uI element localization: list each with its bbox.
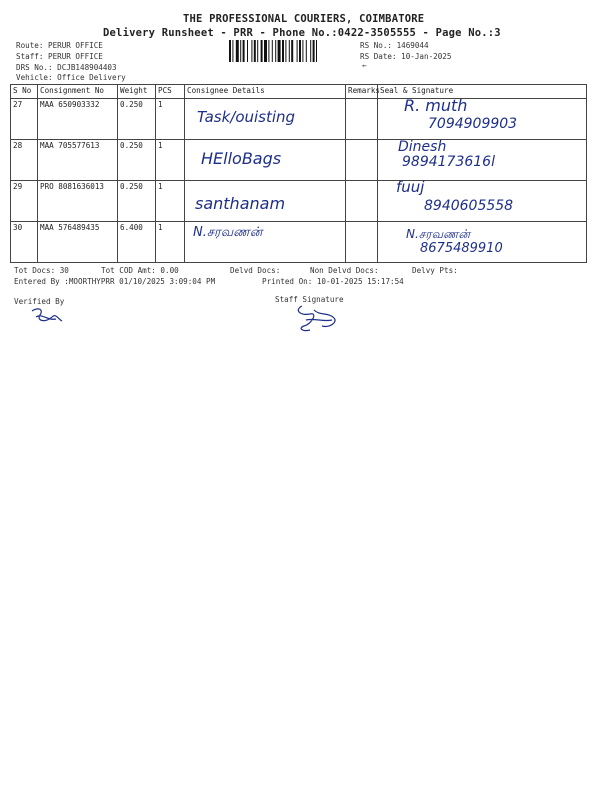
cell-signature xyxy=(378,178,587,222)
signature-phone: 7094909903 xyxy=(428,116,518,132)
signature-name: fuuj xyxy=(396,178,425,196)
cell-weight: 0.250 xyxy=(118,181,156,222)
col-header-remarks: Remarks xyxy=(346,85,378,99)
cell-sno: 27 xyxy=(11,99,38,140)
consignee-handwriting: Task/ouisting xyxy=(197,108,296,126)
cell-consignment: PRO 8081636013 xyxy=(38,181,118,222)
cell-consignee xyxy=(185,222,346,263)
verified-by-label: Verified By xyxy=(14,297,65,306)
consignee-handwriting: HElloBags xyxy=(201,149,282,168)
printed-on: Printed On: 10-01-2025 15:17:54 xyxy=(262,277,404,286)
signature-name: N.சரவணன் xyxy=(406,227,471,241)
table-header-row xyxy=(11,85,587,99)
cell-pcs: 1 xyxy=(156,222,185,263)
signature-name: Dinesh xyxy=(398,139,447,155)
cell-remarks xyxy=(346,222,378,263)
non-delivered-docs: Non Delvd Docs: xyxy=(310,266,379,275)
cell-weight: 6.400 xyxy=(118,222,156,263)
cell-weight: 0.250 xyxy=(118,99,156,140)
staff-signature-label: Staff Signature xyxy=(275,295,344,304)
col-header-pcs: PCS xyxy=(156,85,185,99)
cell-sno: 30 xyxy=(11,222,38,263)
cell-sno: 29 xyxy=(11,181,38,222)
route-label: Route: PERUR OFFICE xyxy=(16,41,103,50)
signature-phone: 8675489910 xyxy=(420,241,503,256)
consignee-handwriting: santhanam xyxy=(195,194,286,213)
cell-pcs: 1 xyxy=(156,181,185,222)
cell-remarks xyxy=(346,140,378,181)
col-header-seal-signature: Seal & Signature xyxy=(378,85,587,99)
cell-consignment: MAA 650903332 xyxy=(38,99,118,140)
rs-no-label: RS No.: 1469044 xyxy=(360,41,429,50)
arrow-mark: ← xyxy=(362,61,367,70)
total-docs: Tot Docs: 30 xyxy=(14,266,69,275)
rs-date-label: RS Date: 10-Jan-2025 xyxy=(360,52,452,61)
cell-signature xyxy=(378,140,587,181)
cell-consignee xyxy=(185,181,346,222)
verified-signature-scribble xyxy=(28,305,68,327)
cell-weight: 0.250 xyxy=(118,140,156,181)
cell-signature xyxy=(378,222,587,263)
company-name: THE PROFESSIONAL COURIERS, COIMBATORE xyxy=(183,13,425,25)
cell-sno: 28 xyxy=(11,140,38,181)
table-row xyxy=(11,222,587,263)
drs-no-label: DRS No.: DCJB148904403 xyxy=(16,63,117,72)
table-row xyxy=(11,99,587,140)
cell-remarks xyxy=(346,99,378,140)
col-header-consignee: Consignee Details xyxy=(185,85,346,99)
table-row xyxy=(11,181,587,222)
runsheet-subtitle: Delivery Runsheet - PRR - Phone No.:0422-3505555 - Page No.:3 xyxy=(103,27,501,39)
col-header-sno: S No xyxy=(11,85,38,99)
signature-phone: 8940605558 xyxy=(424,198,514,214)
col-header-weight: Weight xyxy=(118,85,156,99)
vehicle-label: Vehicle: Office Delivery xyxy=(16,73,126,82)
cell-consignee xyxy=(185,99,346,140)
cell-consignment: MAA 576489435 xyxy=(38,222,118,263)
delivery-points: Delvy Pts: xyxy=(412,266,458,275)
consignee-handwriting: N.சரவணன் xyxy=(193,225,263,240)
cell-remarks xyxy=(346,181,378,222)
total-cod-amount: Tot COD Amt: 0.00 xyxy=(101,266,179,275)
barcode-image xyxy=(229,40,355,62)
entered-by: Entered By :MOORTHYPRR 01/10/2025 3:09:04 PM xyxy=(14,277,216,286)
col-header-consignment: Consignment No xyxy=(38,85,118,99)
cell-pcs: 1 xyxy=(156,99,185,140)
cell-consignee xyxy=(185,140,346,181)
runsheet-table xyxy=(10,84,587,263)
cell-pcs: 1 xyxy=(156,140,185,181)
delivered-docs: Delvd Docs: xyxy=(230,266,281,275)
signature-name: R. muth xyxy=(404,96,468,115)
cell-consignment: MAA 705577613 xyxy=(38,140,118,181)
table-row xyxy=(11,140,587,181)
cell-signature xyxy=(378,96,587,140)
staff-signature-scribble xyxy=(290,302,342,336)
staff-label: Staff: PERUR OFFICE xyxy=(16,52,103,61)
signature-phone: 9894173616l xyxy=(402,154,495,170)
